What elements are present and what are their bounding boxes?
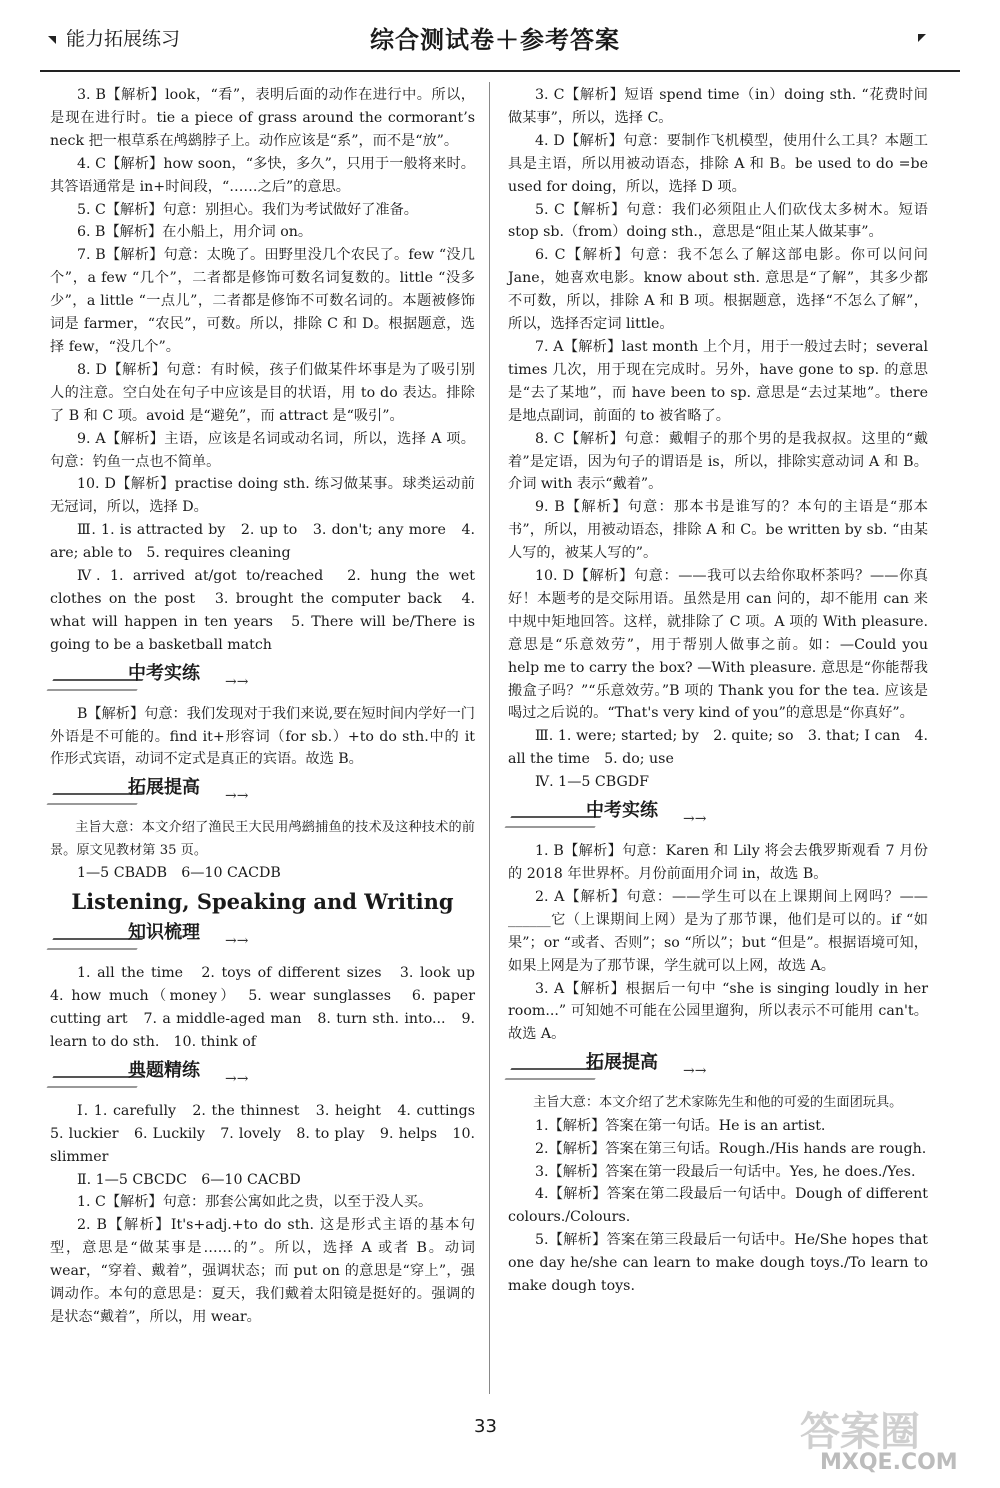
header-left	[48, 24, 180, 51]
answer-item: Ⅰ. 1. carefully 2. the thinnest 3. height 4. cuttings 5. luckier 6. Luckily 7. lovely 8. to play 9. helps 10. slimmer	[50, 1102, 490, 1165]
answer-item: 2. B【解析】It's+adj.+to do sth. 这是形式主语的基本句型，意思是“做某事是……的”。所以，选择 A 或者 B。动词 wear，“穿着、戴着”，强调状态；而 put on 的意思是“穿上”，强调动作。本句的意思是：夏天，我们戴着太阳镜是挺好的。强调的是状态“戴着”，所以，用 wear。	[50, 1217, 475, 1325]
answer-item: 1—5 CBADB 6—10 CACDB	[76, 865, 281, 882]
main-idea: 主旨大意：本文介绍了艺术家陈先生和他的可爱的生面团玩具。	[533, 1095, 903, 1111]
section-title: 拓展提高	[128, 777, 200, 799]
section-heading	[50, 659, 475, 699]
answer-item: 8. C【解析】句意：戴帽子的那个男的是我叔叔。这里的“戴着”是定语，因为句子的谓语是 is，所以，排除实意动词 A 和 B。介词 with 表示“戴着”。	[508, 430, 928, 493]
answer-item: 1. all the time 2. toys of different sizes 3. look up 4. how much（money） 5. wear sunglasses 6. paper cutting art 7. a middle-aged man 8. turn sth. into... 9. learn to do sth. 10. think of	[50, 965, 490, 1050]
answer-item: 5. C【解析】句意：我们必须阻止人们砍伐太多树木。短语 stop sb.（from）doing sth.，意思是“阻止某人做某事”。	[508, 201, 928, 241]
section-heading	[50, 773, 475, 813]
main-idea: 主旨大意：本文介绍了渔民王大民用鸬鹚捕鱼的技术及这种技术的前景。原文见教材第 35 页。	[50, 820, 475, 858]
watermark-logo: 答案圈	[800, 1409, 920, 1455]
header-left-text: 能力拓展练习	[66, 28, 181, 50]
answer-item: Ⅱ. 1—5 CBCDC 6—10 CACBD	[76, 1171, 301, 1188]
right-column	[508, 84, 928, 1298]
answer-item: 6. C【解析】句意：我不怎么了解这部电影。你可以问问 Jane，她喜欢电影。know about sth. 意思是“了解”，其多少都不可数，所以，排除 A 和 B 项。根据题意，选择“不怎么了解”，所以，选择否定词 little。	[508, 247, 928, 333]
watermark-url: MXQE.COM	[820, 1450, 958, 1475]
answer-item: Ⅳ. 1—5 CBGDF	[534, 774, 650, 791]
page-header	[0, 0, 1000, 72]
section-heading	[50, 1056, 475, 1096]
answer-item: Ⅲ. 1. were; started; by 2. quite; so 3. that; I can 4. all the time 5. do; use	[508, 728, 928, 768]
section-heading	[508, 796, 928, 836]
section-heading	[50, 918, 475, 958]
answer-item: 10. D【解析】practise doing sth. 练习做某事。球类运动前无冠词，所以，选择 D。	[50, 476, 475, 516]
section-title: 中考实练	[128, 662, 200, 684]
answer-item: Ⅳ. 1. arrived at/got to/reached 2. hung the wet clothes on the post 3. brought the computer back 4. what will happen in ten years 5. There will be/There is going to be a basketball match	[50, 568, 475, 653]
header-title: 综合测试卷＋参考答案	[370, 26, 620, 54]
arrow-icon: →→	[225, 673, 249, 690]
arrow-icon: →→	[683, 811, 707, 828]
section-title: 拓展提高	[586, 1052, 658, 1074]
answer-item: 5.【解析】答案在第三段最后一句话中。He/She hopes that one day he/she can learn to make dough toys./To learn to make dough toys.	[508, 1232, 928, 1295]
section-title: 中考实练	[586, 800, 658, 822]
arrow-icon: →→	[683, 1063, 707, 1080]
answer-item: 3.【解析】答案在第一段最后一句话中。Yes, he does./Yes.	[534, 1163, 916, 1180]
unit-title: Listening, Speaking and Writing	[71, 889, 454, 915]
section-title: 知识梳理	[128, 922, 200, 944]
answer-item: 8. D【解析】句意：有时候，孩子们做某件坏事是为了吸引别人的注意。空白处在句子中应该是目的状语，用 to do 表达。排除了 B 和 C 项。avoid 是“避免”，而 attract 是“吸引”。	[50, 361, 475, 424]
arrow-icon: →→	[225, 933, 249, 950]
header-rule	[40, 70, 960, 72]
arrow-icon: →→	[225, 1070, 249, 1087]
watermark	[790, 1400, 990, 1484]
answer-item: 1.【解析】答案在第一句话。He is an artist.	[534, 1117, 826, 1134]
page-number: 33	[474, 1416, 497, 1437]
answer-item: 10. D【解析】句意：——我可以去给你取杯茶吗？——你真好！本题考的是交际用语。虽然是用 can 问的，却不能用 can 来中规中矩地回答。这样，就排除了 C 项。A 项的 With pleasure. 意思是“乐意效劳”，用于帮别人做事之前。如：—Could you help me to carry the box? —With pleasure. 意思是“你能帮我搬盒子吗？”“乐意效劳。”B 项的 Thank you for the tea. 应该是喝过之后说的。“That's very kind of you”的意思是“你真好”。	[508, 568, 928, 722]
answer-item: 5. C【解析】句意：别担心。我们为考试做好了准备。	[76, 201, 418, 218]
answer-item: 7. A【解析】last month 上个月，用于一般过去时；several times 几次，用于现在完成时。另外，have gone to sp. 的意思是“去了某地”，而 have been to sp. 意思是“去过某地”。there 是地点副词，前面的 to 被省略了。	[508, 338, 928, 424]
answer-item: 9. B【解析】句意：那本书是谁写的？本句的主语是“那本书”，所以，用被动语态，排除 A 和 C。be written by sb. “由某人写的，被某人写的”。	[508, 499, 928, 562]
answer-item: B【解析】句意：我们发现对于我们来说,要在短时间内学好一门外语是不可能的。find it+形容词（for sb.）+to do sth.中的 it 作形式宾语，动词不定式是真正的宾语。故选 B。	[50, 705, 475, 768]
answer-item: 1. B【解析】句意：Karen 和 Lily 将会去俄罗斯观看 7 月份的 2018 年世界杯。月份前面用介词 in，故选 B。	[508, 843, 928, 882]
answer-item: 2. A【解析】句意：——学生可以在上课期间上网吗？——______它（上课期间上网）是为了那节课，他们是可以的。if “如果”；or “或者、否则”；so “所以”；but “但是”。根据语境可知，如果上网是为了那节课，学生就可以上网，故选 A。	[508, 888, 928, 974]
corner-triangle-icon	[918, 34, 926, 42]
answer-item: 3. A【解析】根据后一句中 “she is singing loudly in her room...” 可知她不可能在公园里遛狗，所以表示不可能用 can't。故选 A。	[508, 980, 928, 1043]
answer-item: 7. B【解析】句意：太晚了。田野里没几个农民了。few “没几个”，a few “几个”，二者都是修饰可数名词复数的。little “没多少”，a little “一点儿”，二者都是修饰不可数名词的。本题被修饰词是 farmer，“农民”，可数。所以，排除 C 和 D。根据题意，选择 few，“没几个”。	[50, 247, 475, 355]
answer-item: 3. B【解析】look，“看”，表明后面的动作在进行中。所以，是现在进行时。tie a piece of grass around the cormorant’s neck 把一根草系在鸬鹚脖子上。动作应该是“系”，而不是“放”。	[50, 87, 475, 149]
section-heading	[508, 1048, 928, 1088]
left-column	[50, 84, 490, 1329]
column-divider	[489, 82, 490, 1394]
answer-item: 1. C【解析】句意：那套公寓如此之贵，以至于没人买。	[76, 1194, 433, 1211]
answer-item: 6. B【解析】在小船上，用介词 on。	[76, 224, 313, 241]
arrow-icon: →→	[225, 788, 249, 805]
corner-triangle-icon	[48, 36, 56, 44]
answer-item: 9. A【解析】主语，应该是名词或动名词，所以，选择 A 项。句意：钓鱼一点也不简单。	[50, 430, 475, 470]
answer-item: 4. D【解析】句意：要制作飞机模型，使用什么工具？本题工具是主语，所以用被动语态，排除 A 和 B。be used to do =be used for doing，所以，选择 D 项。	[508, 132, 928, 195]
answer-item: 2.【解析】答案在第三句话。Rough./His hands are rough.	[534, 1140, 927, 1157]
answer-item: Ⅲ. 1. is attracted by 2. up to 3. don't; any more 4. are; able to 5. requires cleaning	[50, 522, 475, 562]
section-title: 典题精练	[128, 1059, 200, 1081]
answer-item: 4. C【解析】how soon，“多快，多久”，只用于一般将来时。其答语通常是 in+时间段，“……之后”的意思。	[50, 155, 475, 195]
answer-item: 4.【解析】答案在第二段最后一句话中。Dough of different colours./Colours.	[508, 1186, 928, 1226]
answer-item: 3. C【解析】短语 spend time（in）doing sth. “花费时间做某事”，所以，选择 C。	[508, 87, 928, 126]
